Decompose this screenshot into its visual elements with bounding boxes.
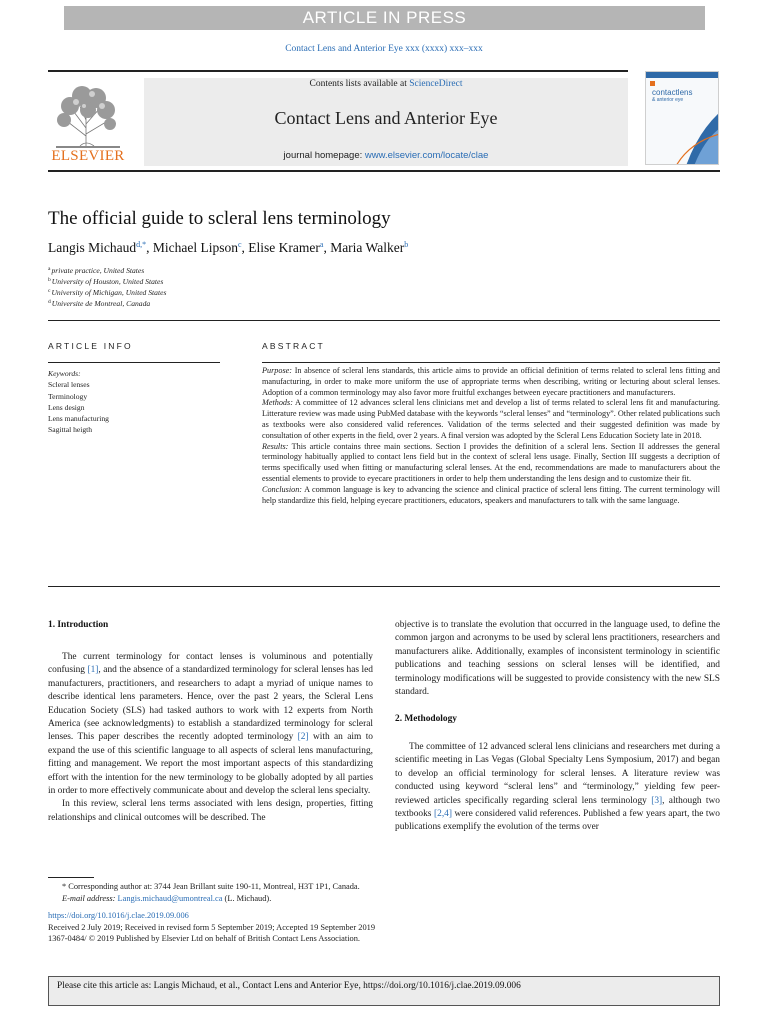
author-name[interactable]: Michael Lipson bbox=[152, 240, 238, 255]
text-run: , although two textbooks bbox=[395, 795, 720, 820]
cover-title bbox=[652, 89, 718, 103]
sciencedirect-link[interactable]: ScienceDirect bbox=[409, 79, 463, 89]
affiliation bbox=[48, 288, 166, 297]
journal-homepage-line bbox=[144, 150, 628, 161]
text-run: with an aim to expand the use of this scientific language to all aspects of scleral lens manufacturing, fitting and management. We report the most important aspects of this standardizing effort with the intention for the new terminology to be globally adopted by all parties in order to more effectively communicate about and develop the scleral lens specialty. bbox=[48, 732, 373, 797]
text-run: were considered valid references. Published a few years apart, the two publications exemplify the evolution of the terms over bbox=[395, 809, 720, 833]
journal-homepage-link[interactable]: www.elsevier.com/locate/clae bbox=[364, 150, 489, 161]
reference-link[interactable]: [3] bbox=[651, 795, 663, 806]
author-separator: , bbox=[323, 240, 331, 255]
footnotes bbox=[48, 881, 720, 945]
affiliation bbox=[48, 299, 150, 308]
author-name[interactable]: Maria Walker bbox=[330, 240, 405, 255]
cover-title-line-2: & anterior eye bbox=[652, 97, 684, 103]
article-in-press-banner: ARTICLE IN PRESS bbox=[64, 6, 705, 30]
reference-link[interactable]: [1] bbox=[87, 665, 99, 676]
results-text: This article contains three main sections. Section I provides the definition of a scleral lens. Section II addresses the general terminology habitually applied to contact lens field but in the context of scleral lens usage. Finally, Section III suggests a decription of terms specifically used when fitting or manufacturing scleral lenses. At the end, recommendations are made to manufacturers about the essential elements to provide to eyecare practitioners in order to help them understanding the lens design and to customize their fit. bbox=[262, 441, 720, 483]
body-paragraph bbox=[48, 651, 373, 798]
author-affiliation-marker[interactable]: c bbox=[237, 240, 242, 249]
divider bbox=[48, 586, 720, 587]
methodology-heading: 2. Methodology bbox=[395, 714, 457, 724]
body-paragraph: In this review, scleral lens terms associated with lens design, properties, fitting relationships and clinical outcomes will be described. The bbox=[48, 799, 373, 823]
affiliation-marker: d bbox=[48, 299, 51, 305]
footnote-divider bbox=[48, 877, 94, 878]
purpose-label: Purpose: bbox=[262, 366, 293, 375]
affiliation-text: Universite de Montreal, Canada bbox=[51, 299, 151, 308]
citation-text[interactable]: Please cite this article as: Langis Michaud, et al., Contact Lens and Anterior Eye, https://doi.org/10.1016/j.clae.2019.09.006 bbox=[57, 981, 521, 991]
body-paragraph: objective is to translate the evolution that occurred in the language used, to define the common jargon and acronyms to be used by scleral lens practitioners, researchers and manufacturers alike. Additionally, examples of inconsistent terminology in scientific publications and teaching sessions on scleral lenses will be identified, and terminology modifications will be suggested to provide consistency with the new SLS standard. bbox=[395, 620, 720, 698]
keyword: Scleral lenses bbox=[48, 380, 90, 390]
reference-link[interactable]: [2] bbox=[297, 732, 309, 743]
results-label: Results: bbox=[262, 441, 289, 451]
contents-prefix: Contents lists available at bbox=[309, 79, 410, 89]
affiliation bbox=[48, 277, 163, 286]
conclusion-text: A common language is key to advancing the science and clinical practice of scleral lens fitting. The current terminology will help standardize this field, helping eyecare practitioners, educators, speakers and manufacturers to talk with the same language. bbox=[262, 484, 720, 505]
journal-cover-image bbox=[645, 71, 719, 165]
keyword: Lens design bbox=[48, 402, 85, 412]
affiliation-text: private practice, United States bbox=[51, 266, 145, 275]
affiliation-text: University of Houston, United States bbox=[51, 277, 164, 286]
email-suffix: (L. Michaud). bbox=[222, 893, 272, 903]
homepage-prefix: journal homepage: bbox=[283, 150, 365, 161]
affiliation-marker: b bbox=[48, 277, 51, 283]
author-affiliation-marker[interactable]: d,* bbox=[136, 240, 147, 249]
journal-reference-link[interactable]: Contact Lens and Anterior Eye xxx (xxxx) xxx–xxx bbox=[285, 44, 483, 54]
received-dates: Received 2 July 2019; Received in revised form 5 September 2019; Accepted 19 September 2019 bbox=[48, 922, 376, 932]
reference-link[interactable]: [2,4] bbox=[434, 809, 452, 820]
contents-line bbox=[144, 79, 628, 89]
purpose-text: In absence of scleral lens standards, this article aims to provide an official definition of terms related to scleral lens fitting and manufacturing, in order to make more uniform the use of appropriate terms when describing, writing or lecturing about scleral lenses. Adoption of a common terminology may also favor more fruitful exchanges between eyecare practitioners and manufacturers. bbox=[262, 366, 720, 397]
header-rule-bottom bbox=[48, 170, 720, 172]
cover-title-line-1: contactlens bbox=[652, 88, 693, 97]
journal-name: Contact Lens and Anterior Eye bbox=[274, 108, 498, 128]
affiliation bbox=[48, 266, 144, 275]
author-list bbox=[48, 240, 720, 256]
affiliation-text: University of Michigan, United States bbox=[51, 288, 167, 297]
cover-artwork-icon bbox=[646, 72, 719, 165]
methods-text: A committee of 12 advances scleral lens clinicians met and develop a list of terms related to scleral lens fit and manufacturing. Litterature review was made using PubMed database with the keywords “scleral lenses” and “terminology”. Other related publications such as textbooks were also considered valid references. Validation of the terms selected and their suggested definition was made by consultation of other experts in the field, over 2 years. A final version was adopted by the Scleral Lens Education Society late in 2018. bbox=[262, 398, 720, 440]
article-info-label: ARTICLE INFO bbox=[48, 341, 133, 351]
body-paragraph bbox=[395, 741, 720, 835]
keyword: Sagittal heigth bbox=[48, 425, 93, 435]
author-separator: , bbox=[241, 240, 249, 255]
conclusion-label: Conclusion: bbox=[262, 484, 303, 494]
abstract-purpose bbox=[262, 366, 720, 398]
email-label: E-mail address: bbox=[62, 893, 118, 903]
abstract-label: ABSTRACT bbox=[262, 341, 325, 351]
text-run: , and the absence of a standardized terminology for scleral lenses has led manufacturers, practitioners, and researchers to adapt a myriad of unique names to describe identical lens parameters. Hence, over the past 2 years, the Scleral Lens Education Society (SLS) had tasked authors to work with 12 experts from North America (see acknowledgments) to establish a standardized terminology for scleral lenses. This paper describes the recently adopted terminology bbox=[48, 665, 373, 743]
abstract-conclusion bbox=[262, 485, 720, 507]
introduction-continued-text bbox=[395, 619, 720, 699]
introduction-heading: 1. Introduction bbox=[48, 620, 109, 630]
header-rule-top bbox=[48, 70, 628, 72]
keywords-label: Keywords: bbox=[48, 369, 81, 378]
email-note bbox=[48, 893, 720, 905]
doi-link[interactable]: https://doi.org/10.1016/j.clae.2019.09.006 bbox=[48, 911, 189, 921]
author-affiliation-marker[interactable]: b bbox=[404, 240, 409, 249]
affiliation-marker: c bbox=[48, 288, 51, 294]
author-separator: , bbox=[146, 240, 153, 255]
author-name[interactable]: Elise Kramer bbox=[248, 240, 320, 255]
article-title: The official guide to scleral lens terminology bbox=[48, 208, 391, 229]
methodology-text bbox=[395, 741, 720, 835]
corresponding-author-note: * Corresponding author at: 3744 Jean Brillant suite 190-11, Montreal, H3T 1P1, Canada. bbox=[62, 882, 360, 891]
abstract-text bbox=[262, 366, 720, 506]
divider bbox=[48, 320, 720, 321]
keywords-list bbox=[48, 368, 228, 436]
text-run: The committee of 12 advanced scleral lens clinicians and researchers met during a scientific meeting in Las Vegas (Global Specialty Lens Symposium, 2017) and began to develop an official terminology for scleral lenses. A literature review was conducted using keyword “scleral lens” and “terminology,” yielding few peer-reviewed articles specifically regarding scleral lens terminology bbox=[395, 742, 720, 806]
introduction-text bbox=[48, 651, 373, 825]
abstract-methods bbox=[262, 398, 720, 441]
abstract-results bbox=[262, 442, 720, 485]
copyright-line: 1367-0484/ © 2019 Published by Elsevier Ltd on behalf of British Contact Lens Association. bbox=[48, 934, 361, 944]
keyword: Terminology bbox=[48, 391, 88, 401]
text-run: The current terminology for contact lenses is voluminous and potentially confusing bbox=[48, 652, 373, 676]
keyword: Lens manufacturing bbox=[48, 414, 109, 424]
elsevier-wordmark: ELSEVIER bbox=[51, 148, 125, 164]
author-affiliation-marker[interactable]: a bbox=[319, 240, 324, 249]
email-link[interactable]: Langis.michaud@umontreal.ca bbox=[117, 893, 223, 903]
methods-label: Methods: bbox=[262, 398, 293, 408]
divider bbox=[48, 362, 220, 363]
affiliation-marker: a bbox=[48, 266, 51, 272]
author-name[interactable]: Langis Michaud bbox=[48, 240, 137, 255]
divider bbox=[262, 362, 720, 363]
